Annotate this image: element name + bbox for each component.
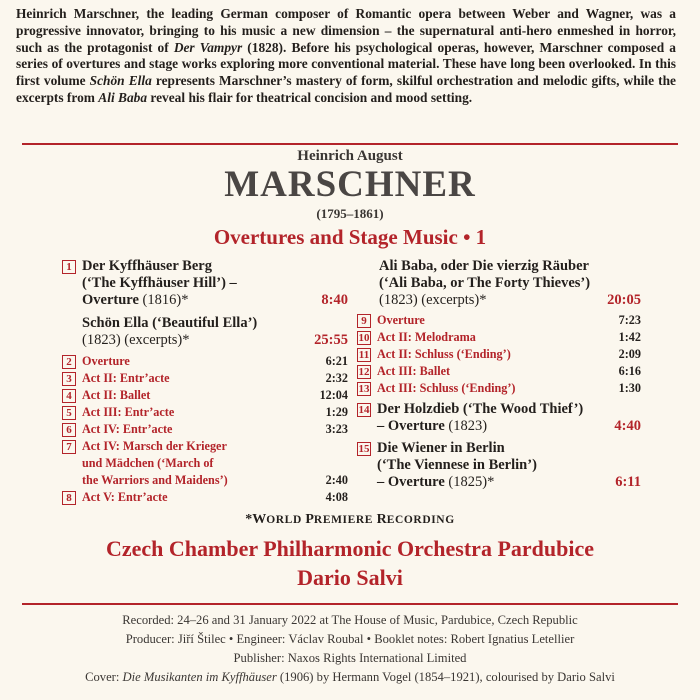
work-title-line: Ali Baba, oder Die vierzig Räuber <box>379 258 589 274</box>
work-duration: 25:55 <box>314 332 348 348</box>
track-row <box>357 346 641 363</box>
track-number: 7 <box>62 440 76 454</box>
track-number: 12 <box>358 366 370 378</box>
intro-text: (1828). Before his psychological operas, however, Marschner composed a series of overtures and stage works exploring more conventional material. These have long been overlooked. In this first volume <box>16 39 676 89</box>
work-title-line: (‘Ali Baba, or The Forty Thieves’) <box>379 275 591 291</box>
track-row <box>357 380 641 397</box>
track-duration: 2:40 <box>325 473 348 487</box>
intro-text: reveal his flair for theatrical concision and mood setting. <box>147 89 473 105</box>
credit-producer: Producer: Jiří Štilec • Engineer: Václav Roubal • Booklet notes: Robert Ignatius Letellier <box>125 632 575 646</box>
work-entry <box>62 258 348 309</box>
credit-publisher: Publisher: Naxos Rights International Limited <box>233 651 467 665</box>
intro-work-title: Ali Baba <box>98 89 148 105</box>
track-duration: 12:04 <box>319 388 348 402</box>
intro-paragraph <box>16 6 676 107</box>
work-title <box>82 258 348 309</box>
work-meta: (1823) <box>444 418 488 434</box>
intro-text: Heinrich Marschner, the leading German composer of Romantic opera between Weber and Wagner, was a progressive innovator, bringing to his music a new dimension – the supernatural anti-hero enmeshed in horror, such as the protagonist of <box>16 6 676 55</box>
work-entry <box>357 401 641 435</box>
work-title-line: Der Holzdieb (‘The Wood Thief’) <box>377 401 584 417</box>
work-title-line: (‘The Viennese in Berlin’) <box>377 457 537 473</box>
track-number: 8 <box>62 491 76 505</box>
track-number: 3 <box>62 372 76 386</box>
track-row <box>357 363 641 380</box>
work-entry <box>357 258 641 309</box>
work-meta: (1825)* <box>444 474 495 490</box>
composer-first-names: Heinrich August <box>297 148 403 164</box>
track-number: 4 <box>62 389 76 403</box>
track-title: Act III: Ballet <box>377 364 451 378</box>
track-duration: 6:16 <box>618 364 641 378</box>
credit-cover: Cover: Die Musikanten im Kyffhäuser (1906) by Hermann Vogel (1854–1921), colourised by Dario Salvi <box>85 670 615 684</box>
track-title: Act III: Entr’acte <box>82 405 175 419</box>
work-meta: (1823) (excerpts)* <box>379 292 487 308</box>
track-row <box>62 353 348 370</box>
work-duration: 4:40 <box>614 418 641 434</box>
intro-work-title: Schön Ella <box>89 73 152 89</box>
track-number: 11 <box>358 349 370 361</box>
composer-dates: (1795–1861) <box>316 206 384 221</box>
work-duration: 8:40 <box>321 292 348 308</box>
track-row <box>62 421 348 438</box>
track-number: 9 <box>357 314 371 328</box>
track-title: Act II: Ballet <box>82 388 151 402</box>
track-row <box>357 312 641 329</box>
track-duration: 2:32 <box>325 371 348 385</box>
track-title: Act IV: Entr’acte <box>82 422 173 436</box>
track-duration: 1:29 <box>325 405 348 419</box>
track-row <box>62 387 348 404</box>
track-title-line: Act IV: Marsch der Krieger <box>82 439 227 453</box>
work-title-line: Der Kyffhäuser Berg <box>82 258 212 274</box>
track-title: Act III: Schluss (‘Ending’) <box>377 381 516 395</box>
track-duration: 1:30 <box>618 381 641 395</box>
track-number: 15 <box>358 443 370 455</box>
work-entry <box>357 440 641 491</box>
work-title-line: Die Wiener in Berlin <box>377 440 505 456</box>
tracklist-right <box>357 258 641 491</box>
work-title <box>357 258 641 309</box>
track-number: 13 <box>358 383 370 395</box>
track-title: Overture <box>377 313 425 327</box>
credit-recorded: Recorded: 24–26 and 31 January 2022 at The House of Music, Pardubice, Czech Republic <box>122 613 578 627</box>
track-row <box>62 404 348 421</box>
work-title-line: – Overture <box>377 418 445 434</box>
track-number: 1 <box>62 260 76 274</box>
work-title-line: (‘The Kyffhäuser Hill’) – <box>82 275 237 291</box>
track-title: Act II: Entr’acte <box>82 371 170 385</box>
track-title: Act II: Melodrama <box>377 330 476 344</box>
track-title: Overture <box>82 354 130 368</box>
track-number: 14 <box>358 404 370 416</box>
track-row <box>62 438 348 489</box>
work-title <box>62 315 348 349</box>
work-title-line: Overture <box>82 292 139 308</box>
work-duration: 20:05 <box>607 292 641 308</box>
work-meta: (1816)* <box>138 292 189 308</box>
work-entry <box>62 315 348 349</box>
work-title-line: – Overture <box>377 474 445 490</box>
tracklist-left <box>62 258 348 506</box>
track-title: Act V: Entr’acte <box>82 490 168 504</box>
track-number: 10 <box>358 332 370 344</box>
intro-opera-title: Der Vampyr <box>173 39 243 55</box>
track-title-line: und Mädchen (‘March of <box>82 456 214 470</box>
work-title-line: Schön Ella (‘Beautiful Ella’) <box>82 315 258 331</box>
track-title: Act II: Schluss (‘Ending’) <box>377 347 511 361</box>
track-number: 6 <box>62 423 76 437</box>
conductor-name: Dario Salvi <box>297 565 403 590</box>
world-premiere-note: *WORLD PREMIERE RECORDING <box>245 512 455 527</box>
work-meta: (1823) (excerpts)* <box>82 332 190 348</box>
track-title <box>82 438 348 489</box>
credits <box>0 611 700 687</box>
track-number: 2 <box>62 355 76 369</box>
track-duration: 1:42 <box>618 330 641 344</box>
track-title-line: the Warriors and Maidens’) <box>82 473 228 487</box>
track-duration: 4:08 <box>325 490 348 504</box>
composer-surname: MARSCHNER <box>224 164 476 205</box>
work-title <box>377 440 641 491</box>
album-title: Overtures and Stage Music • 1 <box>213 225 487 249</box>
top-divider <box>22 143 678 145</box>
orchestra-name: Czech Chamber Philharmonic Orchestra Pardubice <box>105 536 595 561</box>
track-row <box>62 370 348 387</box>
track-duration: 7:23 <box>618 313 641 327</box>
work-duration: 6:11 <box>615 474 641 490</box>
track-number: 5 <box>62 406 76 420</box>
track-row <box>357 329 641 346</box>
work-title <box>377 401 641 435</box>
track-duration: 2:09 <box>618 347 641 361</box>
intro-text: represents Marschner’s mastery of form, skilful orchestration and melodic gifts, while the excerpts from <box>16 73 676 105</box>
track-duration: 6:21 <box>325 354 348 368</box>
track-row <box>62 489 348 506</box>
track-duration: 3:23 <box>325 422 348 436</box>
bottom-divider <box>22 603 678 605</box>
